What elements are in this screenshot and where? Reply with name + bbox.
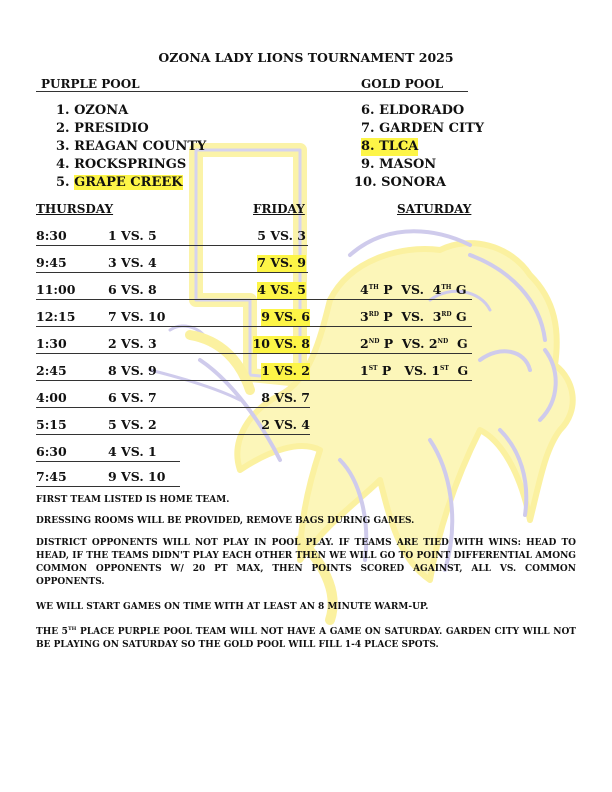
purple-team-4: 4. ROCKSPRINGS: [56, 157, 187, 172]
row-underline: [36, 272, 308, 273]
thursday-game: 1 VS. 5: [108, 228, 157, 243]
time-slot: 8:30: [36, 228, 67, 243]
page-title: OZONA LADY LIONS TOURNAMENT 2025: [158, 50, 454, 65]
team-number: 5.: [56, 175, 75, 190]
friday-header: FRIDAY: [253, 202, 305, 216]
gold-pool-header: GOLD POOL: [361, 77, 444, 91]
time-slot: 5:15: [36, 417, 67, 432]
gold-team-10: 10. SONORA: [354, 175, 446, 190]
row-underline: [36, 326, 472, 327]
saturday-game: 4TH P VS. 4TH G: [360, 282, 467, 297]
note-home-team: FIRST TEAM LISTED IS HOME TEAM.: [36, 495, 230, 505]
saturday-game: 3RD P VS. 3RD G: [360, 309, 467, 324]
row-underline: [36, 407, 310, 408]
saturday-game: 2ND P VS. 2ND G: [360, 336, 468, 351]
time-slot: 4:00: [36, 390, 67, 405]
gold-team-8: 8. TLCA: [361, 139, 419, 154]
thursday-game: 6 VS. 7: [108, 390, 157, 405]
row-underline: [36, 353, 472, 354]
thursday-game: 9 VS. 10: [108, 469, 166, 484]
thursday-game: 7 VS. 10: [108, 309, 166, 324]
time-slot: 1:30: [36, 336, 67, 351]
time-slot: 7:45: [36, 469, 67, 484]
friday-game: 5 VS. 3: [257, 228, 306, 243]
saturday-game: 1ST P VS. 1ST G: [360, 363, 469, 378]
row-underline: [36, 299, 308, 300]
note-saturday: THE 5TH PLACE PURPLE POOL TEAM WILL NOT HAVE A GAME ON SATURDAY. GARDEN CITY WILL NOT BE PLAYING ON SATURDAY SO THE GOLD POOL WILL FILL 1-4 PLACE SPOTS.: [36, 626, 576, 650]
gold-team-9: 9. MASON: [361, 157, 437, 172]
thursday-game: 3 VS. 4: [108, 255, 157, 270]
friday-game: 9 VS. 6: [261, 309, 310, 327]
purple-team-2: 2. PRESIDIO: [56, 121, 149, 136]
purple-pool-header: PURPLE POOL: [41, 77, 140, 91]
purple-team-3: 3. REAGAN COUNTY: [56, 139, 207, 154]
pool-header-divider: [36, 91, 468, 92]
time-slot: 6:30: [36, 444, 67, 459]
highlighted-team-name: GRAPE CREEK: [74, 175, 183, 190]
time-slot: 2:45: [36, 363, 67, 378]
row-underline: [36, 245, 308, 246]
row-underline: [36, 434, 310, 435]
time-slot: 11:00: [36, 282, 76, 297]
friday-game: 1 VS. 2: [261, 363, 310, 381]
time-slot: 12:15: [36, 309, 76, 324]
purple-team-5: [56, 174, 183, 192]
thursday-game: 5 VS. 2: [108, 417, 157, 432]
gold-team-6: 6. ELDORADO: [361, 103, 465, 118]
friday-game: 10 VS. 8: [253, 336, 310, 354]
row-underline: [36, 461, 180, 462]
note-tiebreaker: DISTRICT OPPONENTS WILL NOT PLAY IN POOL PLAY. IF TEAMS ARE TIED WITH WINS: HEAD TO HEAD, IF THE TEAMS DIDN'T PLAY EACH OTHER THEN WE WILL GO TO POINT DIFFERENTIAL AMONG COMMON OPPONENTS W/ 20 PT MAX, THEN POINTS SCORED AGAINST, ALL VS. COMMON OPPONENTS.: [36, 538, 576, 587]
friday-game: 4 VS. 5: [257, 282, 306, 300]
thursday-game: 4 VS. 1: [108, 444, 157, 459]
gold-team-7: 7. GARDEN CITY: [361, 121, 485, 136]
friday-game: 2 VS. 4: [261, 417, 310, 432]
friday-game: 8 VS. 7: [261, 390, 310, 405]
saturday-header: SATURDAY: [397, 202, 472, 216]
thursday-game: 6 VS. 8: [108, 282, 157, 297]
row-underline: [36, 486, 180, 487]
note-dressing-rooms: DRESSING ROOMS WILL BE PROVIDED, REMOVE BAGS DURING GAMES.: [36, 516, 415, 526]
note-warmup: WE WILL START GAMES ON TIME WITH AT LEAST AN 8 MINUTE WARM-UP.: [36, 602, 429, 612]
time-slot: 9:45: [36, 255, 67, 270]
thursday-header: THURSDAY: [36, 202, 114, 216]
thursday-game: 2 VS. 3: [108, 336, 157, 351]
purple-team-1: 1. OZONA: [56, 103, 129, 118]
thursday-game: 8 VS. 9: [108, 363, 157, 378]
saturday-underline: [308, 299, 472, 300]
row-underline: [36, 380, 472, 381]
friday-game: 7 VS. 9: [257, 255, 306, 273]
